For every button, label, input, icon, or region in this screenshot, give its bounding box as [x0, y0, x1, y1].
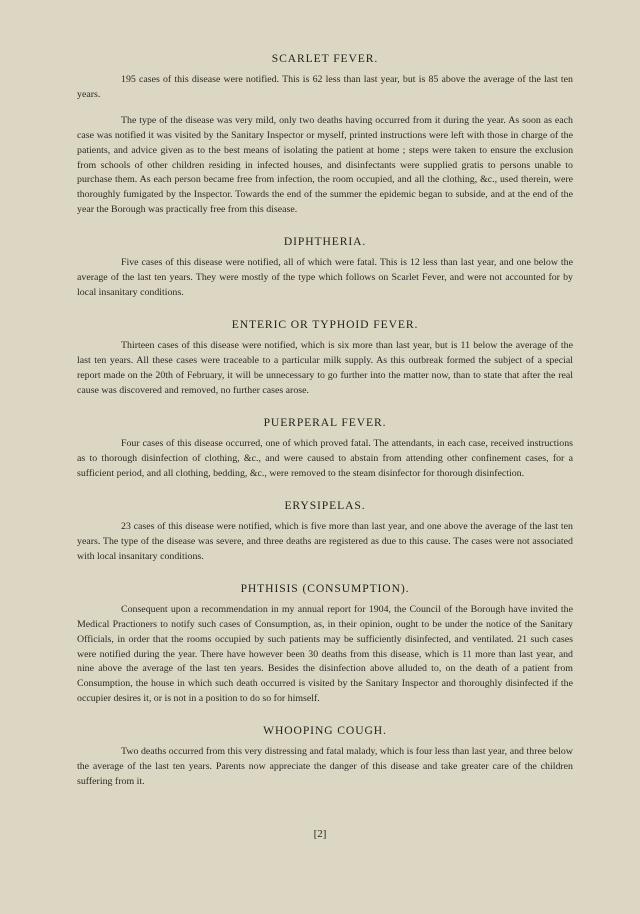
section-diphtheria: [77, 235, 573, 300]
section-phthisis: [77, 582, 573, 706]
page-content: [77, 52, 573, 797]
section-heading: ERYSIPELAS.: [284, 499, 366, 513]
section-heading: PUERPERAL FEVER.: [263, 416, 387, 430]
paragraph: Five cases of this disease were notified, all of which were fatal. This is 12 less than last year, and one below the average of the last ten years. They were mostly of the type which follows on Scarlet Fever, and were not accounted for by local insanitary conditions.: [77, 257, 573, 298]
section-scarlet-fever: [77, 52, 573, 217]
paragraph: Two deaths occurred from this very distressing and fatal malady, which is four less than last year, and three below the average of the last ten years. Parents now appreciate the danger of this disease and take greater care of the children suffering from it.: [77, 746, 573, 787]
section-heading: WHOOPING COUGH.: [263, 724, 387, 738]
paragraph: 195 cases of this disease were notified. This is 62 less than last year, but is 85 above the average of the last ten years.: [77, 74, 573, 100]
page-number: [2]: [313, 828, 327, 840]
paragraph: 23 cases of this disease were notified, which is five more than last year, and one above the average of the last ten years. The type of the disease was severe, and three deaths are registered as due to this cause. The cases were not associated with local insanitary conditions.: [77, 521, 573, 562]
section-heading: ENTERIC OR TYPHOID FEVER.: [231, 318, 419, 332]
paragraph: The type of the disease was very mild, only two deaths having occurred from it during the year. As soon as each case was notified it was visited by the Sanitary Inspector or myself, printed instructions were left with those in charge of the patients, and advice given as to the best means of isolating the patient at home ; steps were taken to ensure the exclusion from schools of other children residing in infected houses, and disinfectants were supplied gratis to persons unable to purchase them. As each person became free from infection, the room occupied, and all the clothing, &c., used therein, were thoroughly fumigated by the Inspector. Towards the end of the summer the epidemic began to subside, and at the end of the year the Borough was practically free from this disease.: [77, 115, 573, 215]
paragraph: Consequent upon a recommendation in my annual report for 1904, the Council of the Borough have invited the Medical Practioners to notify such cases of Consumption, as, in their opinion, ought to be under the notice of the Sanitary Officials, in order that the rooms occupied by such patients may be sufficiently disinfected, and ventilated. 21 such cases were notified during the year. There have however been 30 deaths from this disease, which is 11 more than last year, and nine above the average of the last ten years. Besides the disinfection above alluded to, on the death of a patient from Consumption, the house in which such death occurred is visited by the Sanitary Inspector and thoroughly disinfected if the occupier desires it, or is not in a position to do so for himself.: [77, 604, 573, 704]
section-puerperal-fever: [77, 416, 573, 481]
section-enteric-fever: [77, 318, 573, 398]
section-whooping-cough: [77, 724, 573, 789]
section-erysipelas: [77, 499, 573, 564]
paragraph: Thirteen cases of this disease were notified, which is six more than last year, but is 11 below the average of the last ten years. All these cases were traceable to a particular milk supply. As this outbreak formed the subject of a special report made on the 20th of February, it will be unnecessary to go further into the matter now, than to state that after the real cause was discovered and removed, no further cases arose.: [77, 340, 573, 396]
section-heading: SCARLET FEVER.: [271, 52, 379, 65]
section-heading: DIPHTHERIA.: [283, 235, 367, 249]
section-heading: PHTHISIS (CONSUMPTION).: [240, 582, 410, 596]
paragraph: Four cases of this disease occurred, one of which proved fatal. The attendants, in each case, received instructions as to thorough disinfection of clothing, &c., and were caused to abstain from attending other confinement cases, for a sufficient period, and all clothing, bedding, &c., were removed to the steam disinfector for thorough disinfection.: [77, 438, 573, 479]
